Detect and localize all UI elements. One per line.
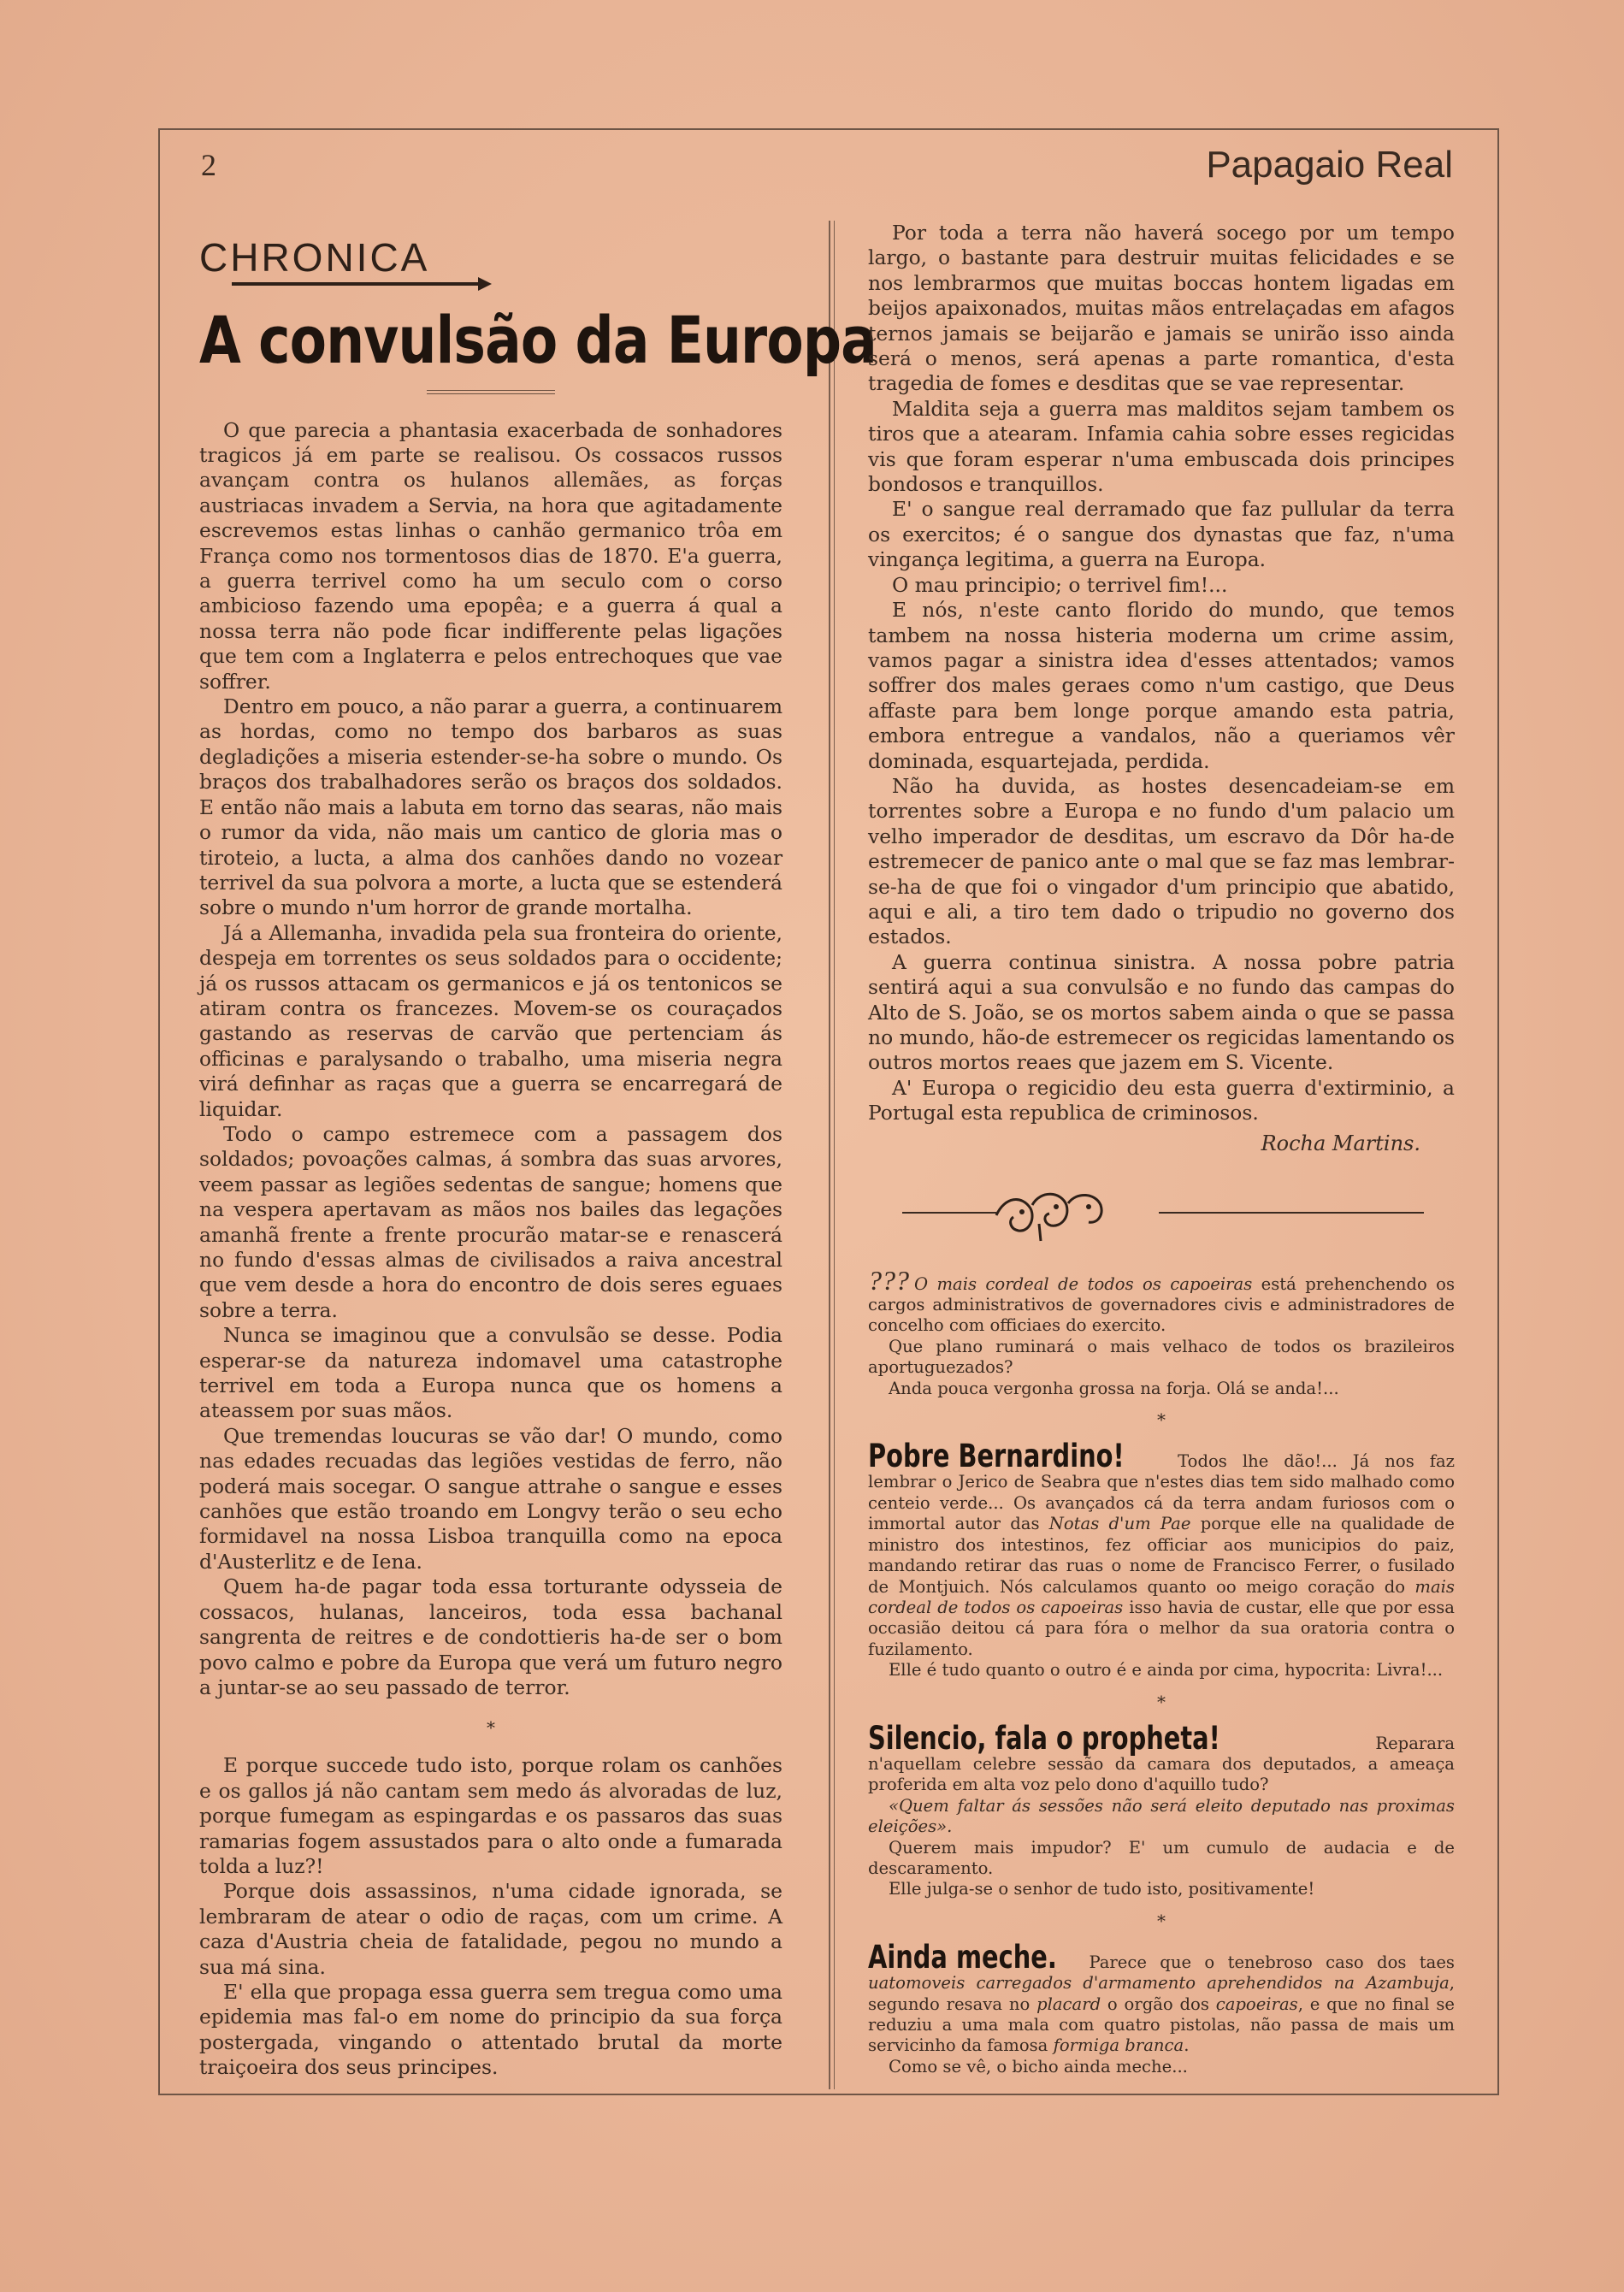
note-line: Elle é tudo quanto o outro é e ainda por cima, hypocrita: Livra!... <box>889 1660 1444 1681</box>
note-italic: Notas d'um Pae <box>1048 1514 1191 1534</box>
note-italic-lead: O mais cordeal de todos os capoeiras <box>914 1273 1253 1294</box>
note-text: Parece que o tenebroso caso dos taes <box>1089 1952 1455 1972</box>
section-label: CHRONICA <box>199 235 430 280</box>
note-capoeiras <box>868 1264 1455 1399</box>
article-paragraph: Todo o campo estremece com a passagem dos soldados; povoações calmas, á sombra das suas arvores, veem passar as legiões sedentas de sangue; homens que na vespera apertavam as mãos nos bailes das legações amanhã frente a frente procurão matar-se e renascerá no fundo d'essas almas de civilisados a raiva ancestral que vem desde a hora do encontro de dois seres eguaes sobre a terra. <box>199 1121 782 1322</box>
section-arrow <box>232 282 480 286</box>
article-paragraph: Maldita seja a guerra mas malditos sejam tambem os tiros que a atearam. Infamia cahia sobre esses regicidas vis que foram esperar n'uma embuscada dois principes bondosos e tranquillos. <box>868 396 1455 497</box>
note-text: isso havia de custar, elle que por essa occasião deitou cá para fóra o melhor da sua oratoria contra o fuzilamento. <box>868 1597 1455 1659</box>
note-text: Todos lhe dão!... Já nos faz lembrar o Jerico de Seabra que n'estes dias tem sido malhado como centeio verde... Os avançados cá da terra andam furiosos com o immortal autor das <box>868 1451 1455 1534</box>
article-paragraph: E nós, n'este canto florido do mundo, que temos tambem na nossa histeria moderna um crime assim, vamos pagar a sinistra idea d'esses attentados; vamos soffrer dos males geraes como n'um castigo, que Deus affaste para bem longe porque amando esta patria, embora entregue a vandalos, não a queriamos vêr dominada, esquartejada, perdida. <box>868 598 1455 773</box>
note-quote <box>868 1796 1455 1838</box>
section-star: * <box>1157 1691 1166 1712</box>
note-italic: mais cordeal de todos os capoeiras <box>868 1576 1455 1617</box>
article-paragraph: Já a Allemanha, invadida pela sua fronteira do oriente, despeja em torrentes os seus soldados para o occidente; já os russos attacam os germanicos e já os tentonicos se atiram contra os francezes. Movem-se os couraçados gastando as reservas de carvão que pertenciam ás officinas e paralysando o trabalho, uma miseria negra virá definhar as raças que a guerra se encarregará de liquidar. <box>199 920 782 1121</box>
note-line: Que plano ruminará o mais velhaco de todos os brazileiros aportuguezados? <box>868 1336 1455 1378</box>
article-paragraph: Dentro em pouco, a não parar a guerra, a continuarem as hordas, como no tempo dos barbaros as suas degladições a miseria estender-se-ha sobre o mundo. Os braços dos trabalhadores serão os braços dos soldados. E então não mais a labuta em torno das searas, não mais o rumor da vida, não mais um cantico de gloria mas o tiroteio, a lucta, a alma dos canhões dando no vozear terrivel da sua polvora a morte, a lucta que se estenderá sobre o mundo n'um horror de grande mortalha. <box>199 694 782 920</box>
note-line: Querem mais impudor? E' um cumulo de audacia e de descaramento. <box>868 1837 1455 1878</box>
note-headline: Pobre Bernardino! <box>868 1438 1125 1475</box>
note-italic: capoeiras <box>1215 1994 1298 2014</box>
note-text: está prehenchendo os cargos administrativos de governadores civis e administradores de concelho com officiaes do exercito. <box>868 1273 1455 1336</box>
article-paragraph: Quem ha-de pagar toda essa torturante odysseia de cossacos, hulanas, lanceiros, toda essa bachanal sangrenta de reitres e de condottieris ha-de ser o bom povo calmo e pobre da Europa que verá um futuro negro a juntar-se ao seu passado de terror. <box>199 1574 782 1699</box>
section-star: * <box>487 1717 495 1739</box>
section-star: * <box>1157 1910 1166 1931</box>
note-silencio <box>868 1719 1455 1900</box>
article-paragraph: Nunca se imaginou que a convulsão se desse. Podia esperar-se da natureza indomavel uma catastrophe terrivel em toda a Europa nunca que os homens a ateassem por suas mãos. <box>199 1323 782 1423</box>
note-text: o orgão dos <box>1101 1994 1216 2014</box>
note-line: Como se vê, o bicho ainda meche... <box>889 2056 1188 2076</box>
page-number: 2 <box>201 148 216 182</box>
note-text: Reparara n'aquellam celebre sessão da camara dos deputados, a ameaça proferida em alta voz pelo dono d'aquillo tudo? <box>868 1733 1455 1795</box>
article-paragraph: E' o sangue real derramado que faz pullular da terra os exercitos; é o sangue dos dynastas que faz, n'uma vingança legitima, a guerra na Europa. <box>868 497 1455 572</box>
ornament-line-right <box>1159 1212 1424 1214</box>
article-paragraph: E porque succede tudo isto, porque rolam os canhões e os gallos já não cantam sem medo ás alvoradas de luz, porque fumegam as espingardas e os passaros das suas ramarias fogem assustados para o alto onde a fumarada tolda a luz?! <box>199 1753 782 1878</box>
note-quote-text: «Quem faltar ás sessões não será eleito deputado nas proximas eleições». <box>868 1795 1455 1837</box>
right-column <box>868 221 1455 2077</box>
note-text: . <box>1184 2035 1190 2056</box>
note-headline: Silencio, fala o propheta! <box>868 1719 1220 1757</box>
left-column <box>199 221 877 2081</box>
column-divider-inner <box>834 221 835 2089</box>
ornament-heads-icon <box>988 1179 1116 1248</box>
author-signature: Rocha Martins. <box>1261 1131 1420 1155</box>
article-paragraph: A' Europa o regicidio deu esta guerra d'extirminio, a Portugal esta republica de criminosos. <box>868 1075 1455 1125</box>
column-divider <box>829 221 830 2089</box>
headline-rule <box>427 390 555 394</box>
masthead-title: Papagaio Real <box>1206 144 1453 186</box>
article-paragraph: O mau principio; o terrivel fim!... <box>892 572 1228 597</box>
article-paragraph: Por toda a terra não haverá socego por um tempo largo, o bastante para destruir muitas felicidades e se nos lembrarmos que muitas boccas hontem ligadas em beijos apaixonados, muitas mãos entrelaçadas em afagos ternos jamais se beijarão e jamais se unirão isso ainda será o menos, será apenas a parte romantica, d'esta tragedia de fomes e desditas que se vae representar. <box>868 221 1455 396</box>
article-paragraph: Que tremendas loucuras se vão dar! O mundo, como nas edades recuadas das legiões vestidas de ferro, não poderá mais socegar. O sangue attrahe o sangue e esses canhões que estão troando em Longvy terão o seu echo formidavel na nossa Lisboa tranquilla como na epoca d'Austerlitz e de Iena. <box>199 1423 782 1574</box>
note-pobre-bernardino <box>868 1440 1455 1681</box>
note-italic: formiga branca <box>1053 2035 1184 2056</box>
note-text: porque elle na qualidade de ministro dos intestinos, fez officiar aos municipios do paiz, mandando retirar das ruas o nome de Francisco Ferrer, o fusilado de Montjuich. Nós calculamos quanto oo meigo coração do <box>868 1514 1455 1597</box>
article-paragraph: O que parecia a phantasia exacerbada de sonhadores tragicos já em parte se realisou. Os cossacos russos avançam contra os hulanos allemães, as forças austriacas invadem a Servia, na hora que agitadamente escrevemos estas linhas o canhão germanico trôa em França como nos tormentosos dias de 1870. E'a guerra, a guerra terrivel como ha um seculo com o corso ambicioso fazendo uma epopêa; e a guerra á qual a nossa terra não pode ficar indifferente pelas ligações que tem com a Inglaterra e pelos entrechoques que vae soffrer. <box>199 417 782 694</box>
note-line: Elle julga-se o senhor de tudo isto, positivamente! <box>889 1879 1315 1899</box>
note-italic: uatomoveis carregados d'armamento aprehendidos na Azambuja <box>868 1973 1450 1994</box>
article-paragraph: A guerra continua sinistra. A nossa pobre patria sentirá aqui a sua convulsão e no fundo das campas do Alto de S. João, se os mortos sabem ainda o que se passa no mundo, hão-de estremecer os regicidas lamentando os outros mortos reaes que jazem em S. Vicente. <box>868 949 1455 1075</box>
ornament-line-left <box>902 1212 996 1214</box>
note-line: Anda pouca vergonha grossa na forja. Olá se anda!... <box>889 1378 1339 1398</box>
note-italic: placard <box>1036 1994 1101 2014</box>
note-marks: ??? <box>868 1264 909 1296</box>
article-headline: A convulsão da Europa <box>199 302 877 378</box>
article-paragraph: Não ha duvida, as hostes desencadeiam-se em torrentes sobre a Europa e no fundo d'um palacio um velho imperador de desditas, um escravo da Dôr ha-de estremecer de panico ante o mal que se faz mas lembrar-se-ha de que foi o vingador d'um principio que abatido, aqui e ali, a tiro tem dado o tripudio no governo dos estados. <box>868 773 1455 949</box>
note-ainda-meche <box>868 1938 1455 2077</box>
section-star: * <box>1157 1409 1166 1431</box>
article-paragraph: E' ella que propaga essa guerra sem tregua como uma epidemia mas fal-o em nome do principio da sua força postergada, vingando o attentado brutal da morte traiçoeira dos seus principes. <box>199 1979 782 2080</box>
ornament-divider <box>868 1169 1455 1255</box>
note-text: , e que no final se reduziu a uma mala com quatro pistolas, não passa de mais um servicinho da famosa <box>868 1994 1455 2056</box>
note-headline: Ainda meche. <box>868 1938 1057 1976</box>
article-paragraph: Porque dois assassinos, n'uma cidade ignorada, se lembraram de atear o odio de raças, com um crime. A caza d'Austria cheia de fatalidade, pegou no mundo a sua má sina. <box>199 1879 782 1979</box>
note-text: , segundo resava no <box>868 1973 1455 2014</box>
